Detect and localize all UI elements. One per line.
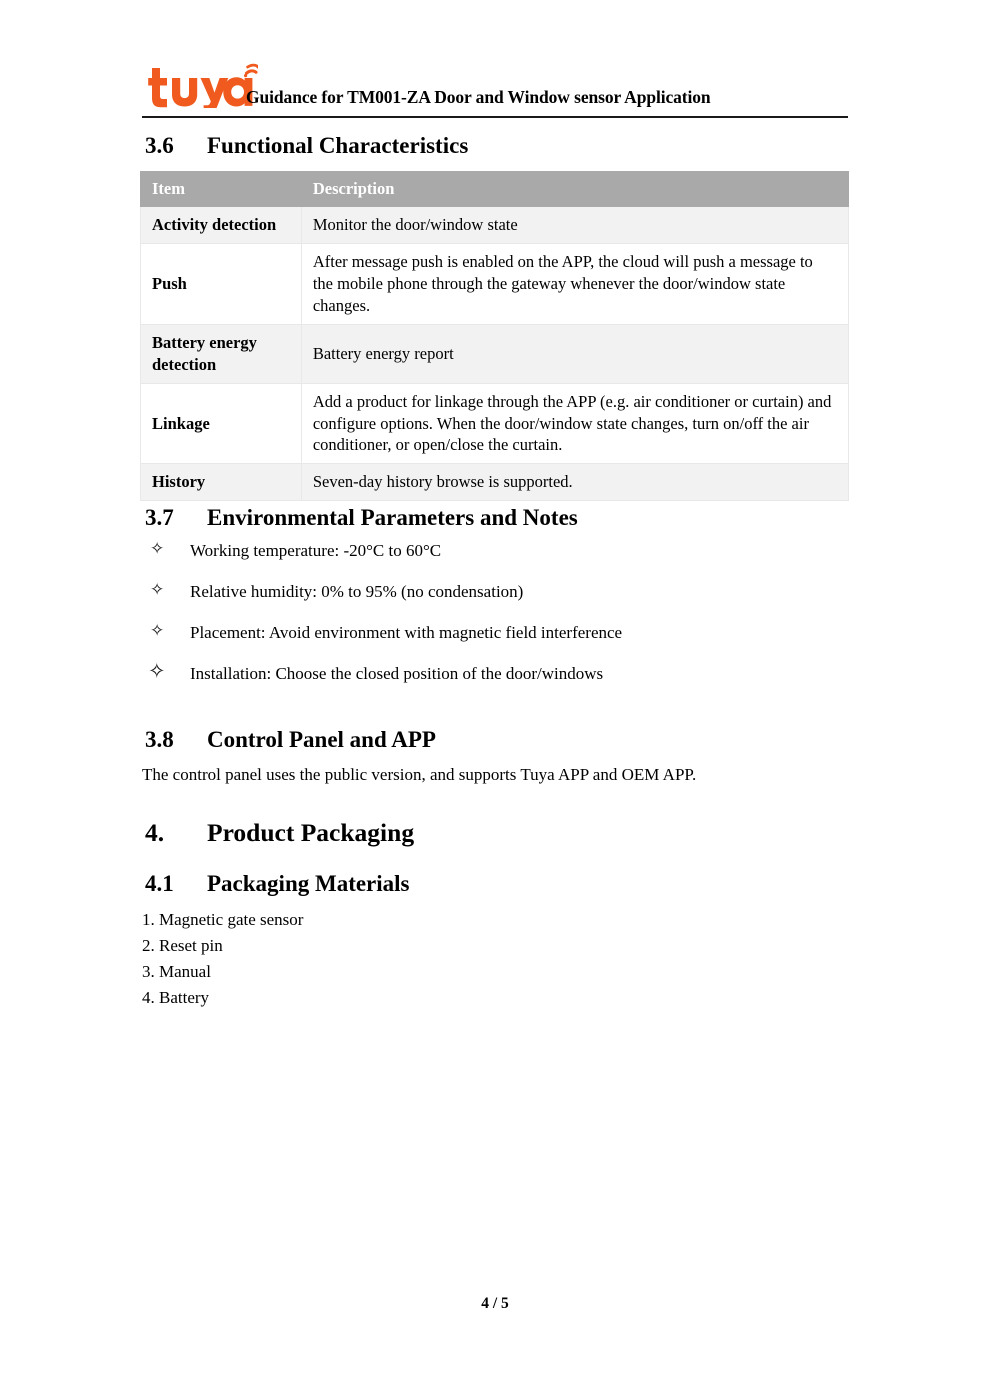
control-panel-paragraph: The control panel uses the public version, and supports Tuya APP and OEM APP.: [142, 765, 697, 784]
table-header-row: [141, 172, 849, 207]
page-number: 4 / 5: [481, 1295, 509, 1312]
four-pointed-star-icon: ✧: [148, 659, 166, 683]
cell-item: History: [141, 464, 302, 501]
heading-4-1: [145, 871, 410, 897]
header-title: Guidance for TM001-ZA Door and Window sensor Application: [246, 87, 711, 107]
heading-3-8: [145, 727, 436, 753]
document-header: [142, 60, 848, 120]
heading-3-7-title: Environmental Parameters and Notes: [207, 505, 578, 530]
environmental-bullet-list: [142, 540, 848, 704]
column-header-description: Description: [301, 172, 848, 207]
list-item: [142, 581, 848, 622]
heading-3-8-title: Control Panel and APP: [207, 727, 436, 752]
four-pointed-star-icon: ✧: [150, 580, 165, 599]
heading-3-7-number: 3.7: [145, 505, 174, 530]
heading-3-6: [145, 133, 468, 159]
table-row: [141, 383, 849, 464]
cell-description: Seven-day history browse is supported.: [301, 464, 848, 501]
heading-4-1-title: Packaging Materials: [207, 871, 410, 896]
list-item: [142, 622, 848, 663]
table-row: [141, 464, 849, 501]
list-item-label: Working temperature: -20°C to 60°C: [190, 541, 442, 560]
cell-description: Battery energy report: [301, 324, 848, 383]
header-divider: [142, 116, 848, 118]
heading-3-6-number: 3.6: [145, 133, 174, 158]
four-pointed-star-icon: ✧: [150, 539, 165, 558]
heading-3-7: [145, 505, 578, 531]
cell-description: After message push is enabled on the APP, the cloud will push a message to the mobile phone through the gateway whenever the door/window state changes.: [301, 243, 848, 324]
list-item: [142, 659, 848, 704]
heading-4-number: 4.: [145, 818, 165, 847]
list-item-label: Placement: Avoid environment with magnetic field interference: [190, 623, 623, 642]
four-pointed-star-icon: ✧: [150, 621, 165, 640]
heading-4-1-number: 4.1: [145, 871, 174, 896]
cell-item: Push: [141, 243, 302, 324]
heading-4-title: Product Packaging: [207, 818, 415, 847]
cell-item: Activity detection: [141, 206, 302, 243]
list-item: 2. Reset pin: [142, 936, 223, 955]
heading-3-8-number: 3.8: [145, 727, 174, 752]
list-item-label: Relative humidity: 0% to 95% (no condensation): [190, 582, 524, 601]
cell-item: Battery energy detection: [141, 324, 302, 383]
heading-3-6-title: Functional Characteristics: [207, 133, 469, 158]
cell-item: Linkage: [141, 383, 302, 464]
table-row: [141, 243, 849, 324]
table-row: [141, 324, 849, 383]
packaging-materials-list: [142, 910, 303, 1014]
tuya-logo: [146, 62, 258, 108]
table-row: [141, 206, 849, 243]
functional-characteristics-table: [140, 171, 849, 501]
heading-4: [145, 818, 414, 848]
list-item: 3. Manual: [142, 962, 211, 981]
list-item: [142, 540, 848, 581]
column-header-item: Item: [141, 172, 302, 207]
list-item: 1. Magnetic gate sensor: [142, 910, 304, 929]
cell-description: Add a product for linkage through the APP (e.g. air conditioner or curtain) and configure options. When the door/window state changes, turn on/off the air conditioner, or open/close the curtain.: [301, 383, 848, 464]
list-item: 4. Battery: [142, 988, 210, 1007]
cell-description: Monitor the door/window state: [301, 206, 848, 243]
list-item-label: Installation: Choose the closed position of the door/windows: [190, 664, 604, 683]
